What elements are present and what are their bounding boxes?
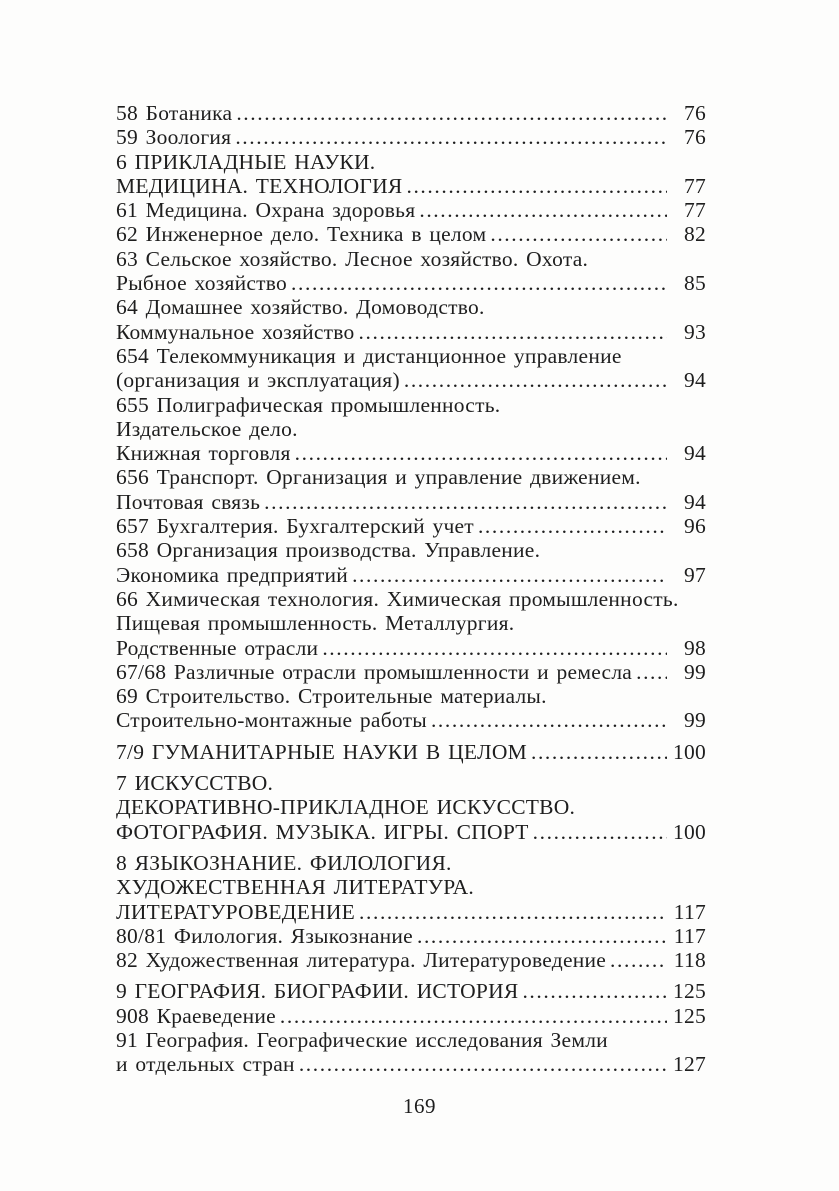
toc-entry-row	[116, 490, 706, 514]
toc-entry-row	[116, 1004, 706, 1028]
toc-entry-text: Коммунальное хозяйство	[116, 319, 355, 344]
toc-entry-page: 94	[684, 489, 706, 514]
toc-entry-row	[116, 708, 706, 732]
toc-entry-text: МЕДИЦИНА. ТЕХНОЛОГИЯ	[116, 173, 403, 198]
toc-entry-text: Родственные отрасли	[116, 635, 319, 660]
toc-entry-page: 118	[673, 948, 706, 973]
toc-entry-row	[116, 198, 706, 222]
toc-entry-text: 654 Телекоммуникация и дистанционное управление	[116, 343, 622, 368]
toc-section-heading-row	[116, 820, 706, 844]
toc-section-heading-row	[116, 771, 706, 795]
toc-entry-page: 100	[673, 739, 706, 764]
toc-entry-row	[116, 441, 706, 465]
toc-entry-text: 91 География. Географические исследования Земли	[116, 1027, 608, 1052]
dot-leader	[264, 490, 667, 514]
toc-entry-row	[116, 948, 706, 972]
toc-entry-row	[116, 514, 706, 538]
toc-entry-text: ЛИТЕРАТУРОВЕДЕНИЕ	[116, 899, 356, 924]
dot-leader	[431, 708, 667, 732]
toc-entry-page: 94	[684, 368, 706, 393]
dot-leader	[322, 636, 667, 660]
toc-section-heading-row	[116, 795, 706, 819]
toc-entry-page: 77	[684, 198, 706, 223]
dot-leader	[359, 320, 667, 344]
toc-entry-text: 80/81 Филология. Языкознание	[116, 923, 413, 948]
toc-entry-text: 657 Бухгалтерия. Бухгалтерский учет	[116, 514, 474, 539]
dot-leader	[419, 198, 667, 222]
toc-entry-page: 117	[673, 923, 706, 948]
toc-entry-text: 59 Зоология	[116, 125, 232, 150]
toc-entry-text: 656 Транспорт. Организация и управление движением.	[116, 465, 641, 490]
dot-leader	[280, 1004, 667, 1028]
toc-entry-text: 8 ЯЗЫКОЗНАНИЕ. ФИЛОЛОГИЯ.	[116, 850, 452, 875]
toc-entry-text: 7 ИСКУССТВО.	[116, 771, 274, 796]
dot-leader	[359, 900, 667, 924]
toc-entry-text: 908 Краеведение	[116, 1003, 276, 1028]
toc-entry-text: 67/68 Различные отрасли промышленности и ремесла	[116, 659, 633, 684]
page-number: 169	[403, 1094, 436, 1118]
toc-entry-text: Книжная торговля	[116, 441, 291, 466]
toc-entry-page: 99	[684, 708, 706, 733]
toc-entry-page: 99	[684, 659, 706, 684]
toc-entry-text: Строительно-монтажные работы	[116, 708, 427, 733]
table-of-contents	[116, 101, 706, 1077]
toc-entry-text: 61 Медицина. Охрана здоровья	[116, 198, 416, 223]
toc-entry-text: 6 ПРИКЛАДНЫЕ НАУКИ.	[116, 149, 376, 174]
toc-entry-page: 93	[684, 319, 706, 344]
toc-entry-text: 64 Домашнее хозяйство. Домоводство.	[116, 295, 485, 320]
toc-entry-text: ДЕКОРАТИВНО-ПРИКЛАДНОЕ ИСКУССТВО.	[116, 795, 576, 820]
toc-entry-page: 94	[684, 441, 706, 466]
toc-entry-row	[116, 320, 706, 344]
toc-entry-row	[116, 344, 706, 368]
toc-entry-row	[116, 563, 706, 587]
dot-leader	[404, 368, 667, 392]
toc-entry-row	[116, 247, 706, 271]
toc-entry-text: ФОТОГРАФИЯ. МУЗЫКА. ИГРЫ. СПОРТ	[116, 819, 529, 844]
toc-entry-text: 655 Полиграфическая промышленность.	[116, 392, 501, 417]
toc-entry-row	[116, 101, 706, 125]
toc-entry-row	[116, 417, 706, 441]
toc-entry-page: 82	[684, 222, 706, 247]
toc-entry-page: 117	[673, 899, 706, 924]
toc-entry-page: 100	[673, 819, 706, 844]
toc-entry-text: Издательское дело.	[116, 416, 298, 441]
toc-entry-row	[116, 1052, 706, 1076]
dot-leader	[417, 924, 667, 948]
toc-entry-row	[116, 636, 706, 660]
dot-leader	[533, 820, 667, 844]
dot-leader	[406, 174, 667, 198]
toc-entry-page: 125	[673, 979, 706, 1004]
toc-entry-text: Рыбное хозяйство	[116, 271, 288, 296]
toc-entry-row	[116, 587, 706, 611]
toc-entry-text: Пищевая промышленность. Металлургия.	[116, 611, 515, 636]
toc-entry-page: 97	[684, 562, 706, 587]
toc-entry-text: 69 Строительство. Строительные материалы.	[116, 684, 547, 709]
toc-entry-row	[116, 125, 706, 149]
dot-leader	[636, 660, 667, 684]
toc-entry-text: (организация и эксплуатация)	[116, 368, 400, 393]
toc-entry-text: 7/9 ГУМАНИТАРНЫЕ НАУКИ В ЦЕЛОМ	[116, 739, 527, 764]
toc-entry-text: 62 Инженерное дело. Техника в целом	[116, 222, 487, 247]
toc-entry-text: 58 Ботаника	[116, 101, 233, 125]
toc-entry-row	[116, 222, 706, 246]
dot-leader	[490, 222, 667, 246]
dot-leader	[295, 441, 667, 465]
dot-leader	[236, 101, 667, 125]
toc-entry-row	[116, 465, 706, 489]
toc-entry-row	[116, 271, 706, 295]
toc-section-heading-row	[116, 979, 706, 1003]
toc-entry-page: 76	[684, 101, 706, 125]
dot-leader	[522, 979, 667, 1003]
dot-leader	[299, 1052, 667, 1076]
toc-entry-row	[116, 538, 706, 562]
toc-entry-page: 85	[684, 271, 706, 296]
dot-leader	[235, 125, 667, 149]
toc-entry-page: 96	[684, 514, 706, 539]
toc-entry-text: 63 Сельское хозяйство. Лесное хозяйство. Охота.	[116, 246, 589, 271]
dot-leader	[352, 563, 667, 587]
toc-entry-row	[116, 611, 706, 635]
toc-section-heading-row	[116, 875, 706, 899]
toc-entry-row	[116, 393, 706, 417]
toc-entry-text: Почтовая связь	[116, 489, 261, 514]
toc-entry-text: 66 Химическая технология. Химическая промышленность.	[116, 586, 679, 611]
toc-entry-text: Экономика предприятий	[116, 562, 349, 587]
toc-entry-row	[116, 660, 706, 684]
toc-entry-row	[116, 684, 706, 708]
toc-entry-row	[116, 924, 706, 948]
toc-entry-row	[116, 1028, 706, 1052]
toc-entry-row	[116, 368, 706, 392]
toc-section-heading-row	[116, 740, 706, 764]
toc-entry-page: 77	[684, 173, 706, 198]
toc-entry-page: 98	[684, 635, 706, 660]
dot-leader	[291, 271, 667, 295]
toc-entry-text: 9 ГЕОГРАФИЯ. БИОГРАФИИ. ИСТОРИЯ	[116, 979, 519, 1004]
toc-entry-row	[116, 295, 706, 319]
toc-section-heading-row	[116, 150, 706, 174]
toc-section-heading-row	[116, 900, 706, 924]
dot-leader	[610, 948, 667, 972]
toc-entry-page: 125	[673, 1003, 706, 1028]
toc-entry-page: 76	[684, 125, 706, 150]
dot-leader	[531, 740, 667, 764]
toc-section-heading-row	[116, 851, 706, 875]
toc-entry-page: 127	[673, 1052, 706, 1077]
toc-entry-text: 82 Художественная литература. Литературоведение	[116, 948, 607, 973]
toc-entry-text: ХУДОЖЕСТВЕННАЯ ЛИТЕРАТУРА.	[116, 875, 475, 900]
toc-entry-text: 658 Организация производства. Управление.	[116, 538, 541, 563]
dot-leader	[478, 514, 667, 538]
toc-entry-text: и отдельных стран	[116, 1052, 295, 1077]
toc-section-heading-row	[116, 174, 706, 198]
